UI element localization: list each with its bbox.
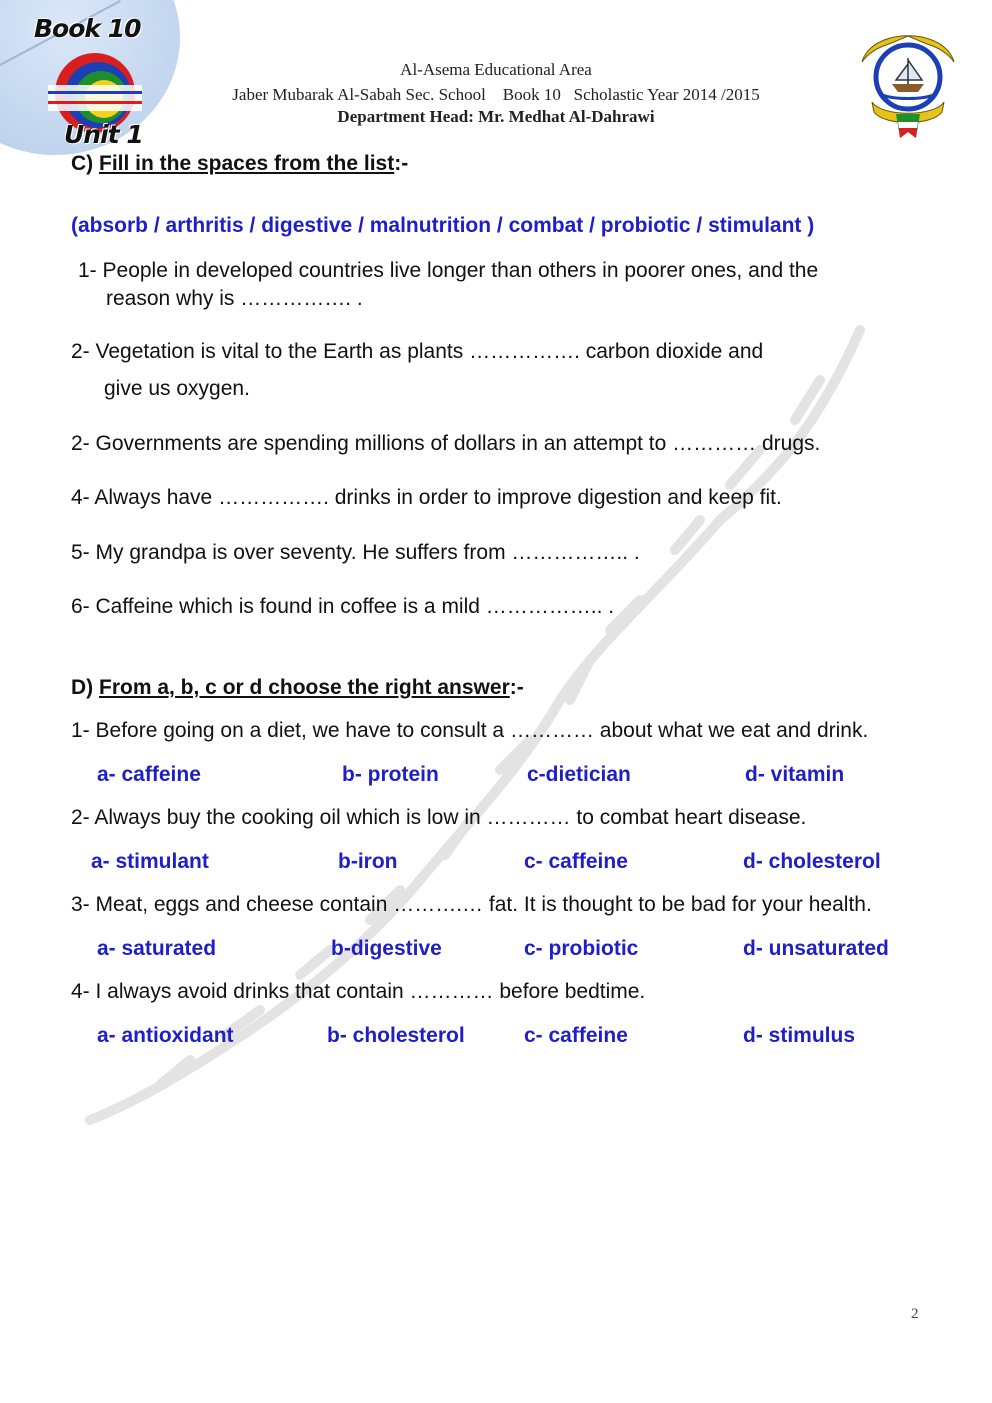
fill-item-2-cont: give us oxygen. bbox=[104, 377, 250, 400]
mc-q1-option-d: d- vitamin bbox=[745, 763, 845, 786]
mc-q4-option-b: b- cholesterol bbox=[327, 1024, 465, 1047]
mc-q4-option-c: c- caffeine bbox=[524, 1024, 628, 1047]
mc-q2-option-a: a- stimulant bbox=[91, 850, 209, 873]
mc-q1-option-b: b- protein bbox=[342, 763, 439, 786]
section-c-heading: C) Fill in the spaces from the list:- bbox=[71, 152, 409, 175]
mc-question-2: 2- Always buy the cooking oil which is low in ………… to combat heart disease. bbox=[71, 806, 807, 829]
mc-q2-option-d: d- cholesterol bbox=[743, 850, 881, 873]
mc-q3-option-b: b-digestive bbox=[331, 937, 442, 960]
header-school: Jaber Mubarak Al-Sabah Sec. School Book 10 Scholastic Year 2014 /2015 bbox=[232, 85, 760, 104]
header-area: Al-Asema Educational Area bbox=[400, 60, 592, 79]
fill-item-5: 5- My grandpa is over seventy. He suffers from …………….. . bbox=[71, 541, 640, 564]
mc-question-3: 3- Meat, eggs and cheese contain ……….… fat. It is thought to be bad for your health. bbox=[71, 893, 872, 916]
header-department: Department Head: Mr. Medhat Al-Dahrawi bbox=[337, 107, 655, 126]
mc-q3-option-d: d- unsaturated bbox=[743, 937, 889, 960]
mc-q4-option-d: d- stimulus bbox=[743, 1024, 856, 1047]
kuwait-emblem-icon bbox=[852, 22, 964, 140]
page-number: 2 bbox=[911, 1306, 919, 1322]
badge-unit-label: Unit 1 bbox=[64, 120, 143, 149]
mc-q1-option-c: c-dietician bbox=[527, 763, 631, 786]
mc-q2-option-b: b-iron bbox=[338, 850, 398, 873]
word-list: (absorb / arthritis / digestive / malnutrition / combat / probiotic / stimulant ) bbox=[71, 214, 815, 237]
fill-item-4: 4- Always have ……………. drinks in order to improve digestion and keep fit. bbox=[71, 486, 782, 509]
mc-question-1: 1- Before going on a diet, we have to consult a ………… about what we eat and drink. bbox=[71, 719, 869, 742]
mc-q3-option-c: c- probiotic bbox=[524, 937, 639, 960]
mc-q2-option-c: c- caffeine bbox=[524, 850, 628, 873]
mc-q4-option-a: a- antioxidant bbox=[97, 1024, 234, 1047]
mc-q3-option-a: a- saturated bbox=[97, 937, 217, 960]
mc-question-4: 4- I always avoid drinks that contain ………… before bedtime. bbox=[71, 980, 646, 1003]
fill-item-6: 6- Caffeine which is found in coffee is a mild …………….. . bbox=[71, 595, 615, 618]
fill-item-1-cont: reason why is ……………. . bbox=[106, 287, 363, 310]
badge-book-label: Book 10 bbox=[34, 14, 141, 43]
fill-item-3: 2- Governments are spending millions of dollars in an attempt to ………… drugs. bbox=[71, 432, 821, 455]
section-d-heading: D) From a, b, c or d choose the right answer:- bbox=[71, 676, 524, 699]
fill-item-2: 2- Vegetation is vital to the Earth as plants ……………. carbon dioxide and bbox=[71, 340, 764, 363]
fill-item-1: 1- People in developed countries live longer than others in poorer ones, and the bbox=[78, 259, 819, 282]
mc-q1-option-a: a- caffeine bbox=[97, 763, 201, 786]
